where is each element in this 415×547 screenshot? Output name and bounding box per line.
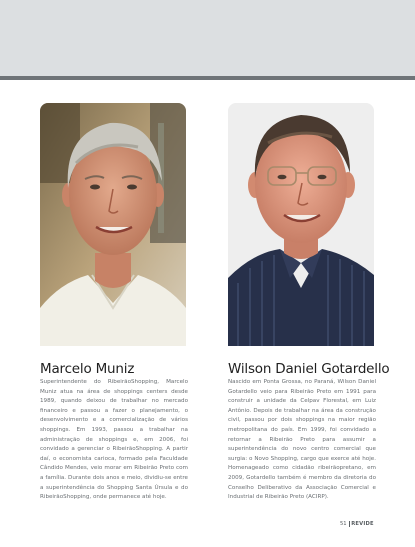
person-bio-2: Nascido em Ponta Grossa, no Paraná, Wilson Daniel Gotardello veio para Ribeirão Preto em 1991 para construir a unidade da Celpav Florestal, em Luiz Antônio. Depois de trabalhar na área da construção civil, passou por dois shoppings na maior região metropolitana do país. Em 1999, foi convidado a retornar a Ribeirão Preto para assumir a superintendência do novo centro comercial que surgia: o Novo Shopping, cargo que exerce até hoje. Homenageado como cidadão ribeirãopretano, em 2009, Gotardello também é membro da diretoria do Conselho Deliberativo da Associação Comercial e Industrial de Ribeirão Preto (ACIRP). bbox=[228, 379, 376, 501]
portrait-marcelo-muniz bbox=[40, 103, 186, 346]
portrait-wilson-daniel-gotardello bbox=[228, 103, 374, 346]
publication-name: REVIDE bbox=[351, 520, 374, 527]
person-name-2: Wilson Daniel Gotardello bbox=[228, 361, 390, 377]
header-rule bbox=[0, 76, 415, 80]
page-number: 51 bbox=[340, 520, 347, 527]
footer-divider bbox=[349, 521, 350, 527]
person-bio-1: Superintendente do RibeirãoShopping, Marcelo Muniz atua na área de shoppings centers desde 1989, quando deixou de trabalhar no mercado financeiro e passou a fazer o planejamento, o desenvolvimento e a comercialização de vários shoppings. Em 1993, passou a trabalhar na administração de shoppings e, em 2006, foi convidado a gerenciar o RibeirãoShopping. A partir daí, o economista carioca, formado pela Faculdade Cândido Mendes, veio morar em Ribeirão Preto com a família. Durante dois anos e meio, dividiu-se entre a superintendência do Shopping Santa Úrsula e do RibeirãoShopping, onde permanece até hoje. bbox=[40, 379, 188, 501]
page-footer bbox=[340, 519, 380, 528]
person-name-1: Marcelo Muniz bbox=[40, 361, 135, 377]
header-band bbox=[0, 0, 415, 76]
